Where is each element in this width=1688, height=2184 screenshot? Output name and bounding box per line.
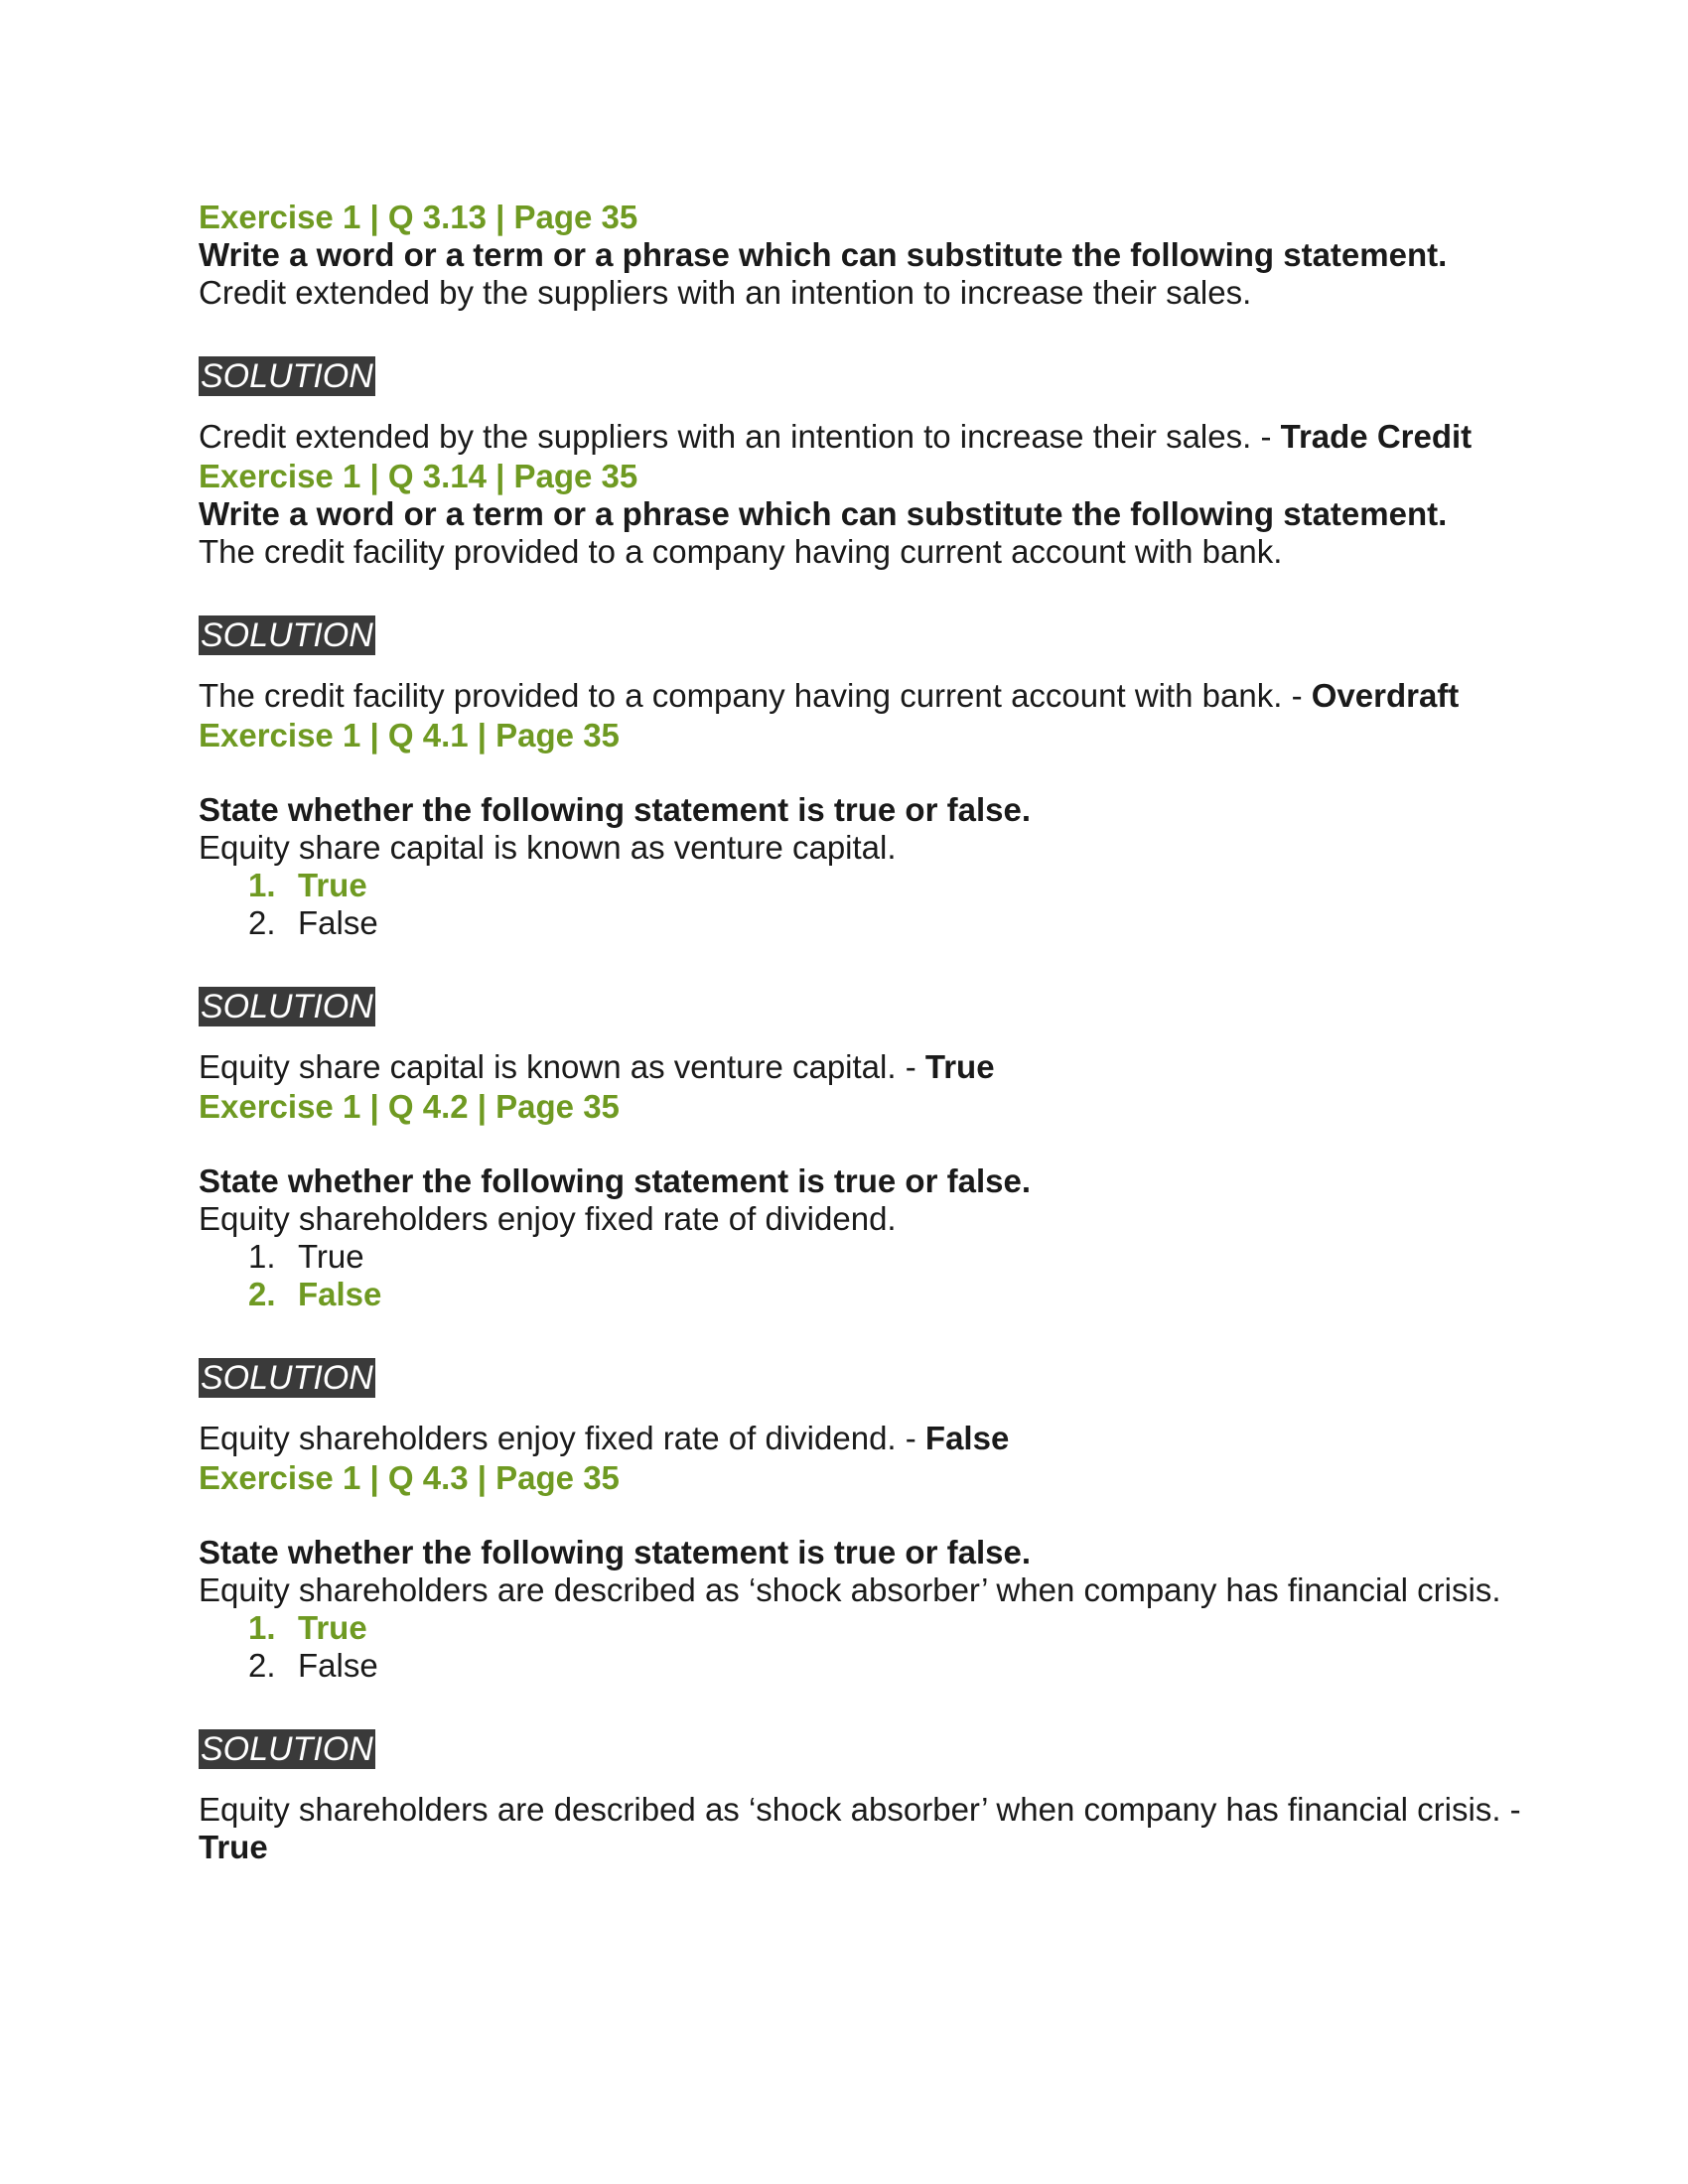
question-statement: Equity shareholders enjoy fixed rate of dividend. — [199, 1200, 897, 1237]
option-label: True — [298, 1609, 367, 1646]
solution-answer — [199, 1420, 1529, 1457]
option-label: True — [298, 1238, 364, 1275]
options-list — [199, 1609, 1529, 1685]
option-item[interactable] — [248, 1647, 1529, 1685]
solution-answer — [199, 418, 1529, 456]
question-prompt: State whether the following statement is true or false. — [199, 791, 1031, 828]
option-item[interactable] — [248, 904, 1529, 942]
answer-text: The credit facility provided to a company having current account with bank. - — [199, 677, 1312, 714]
option-number: 1. — [248, 867, 276, 903]
solution-answer — [199, 1048, 1529, 1086]
exercise-heading: Exercise 1 | Q 3.14 | Page 35 — [199, 458, 638, 494]
question-section — [199, 458, 1529, 715]
exercise-heading: Exercise 1 | Q 4.2 | Page 35 — [199, 1088, 620, 1125]
question-section — [199, 1088, 1529, 1457]
option-item[interactable] — [248, 1238, 1529, 1276]
option-label: False — [298, 1276, 382, 1312]
option-number: 2. — [248, 1276, 276, 1312]
option-number: 2. — [248, 904, 276, 941]
question-section — [199, 717, 1529, 1086]
answer-value: False — [924, 1420, 1010, 1456]
question-section — [199, 1459, 1529, 1866]
question-prompt: Write a word or a term or a phrase which can substitute the following statement. — [199, 495, 1448, 532]
question-section — [199, 199, 1529, 456]
answer-text: Equity share capital is known as venture capital. - — [199, 1048, 925, 1085]
answer-value: Trade Credit — [1280, 418, 1473, 455]
answer-text: Credit extended by the suppliers with an intention to increase their sales. - — [199, 418, 1281, 455]
solution-answer — [199, 1791, 1529, 1866]
option-item[interactable] — [248, 1276, 1529, 1313]
option-label: False — [298, 904, 378, 941]
solution-badge: SOLUTION — [201, 1730, 373, 1768]
solution-badge: SOLUTION — [201, 988, 373, 1025]
question-statement: Credit extended by the suppliers with an intention to increase their sales. — [199, 274, 1252, 311]
option-number: 2. — [248, 1647, 276, 1684]
question-prompt: Write a word or a term or a phrase which can substitute the following statement. — [199, 236, 1448, 273]
solution-answer — [199, 677, 1529, 715]
solution-badge: SOLUTION — [201, 1359, 373, 1397]
answer-text: Equity shareholders are described as ‘shock absorber’ when company has financial crisis. - — [199, 1791, 1521, 1828]
option-label: True — [298, 867, 367, 903]
answer-text: Equity shareholders enjoy fixed rate of dividend. - — [199, 1420, 925, 1456]
solution-badge: SOLUTION — [201, 357, 373, 395]
option-item[interactable] — [248, 867, 1529, 904]
content — [199, 199, 1529, 1866]
question-statement: Equity share capital is known as venture capital. — [199, 829, 897, 866]
solution-badge: SOLUTION — [201, 616, 373, 654]
question-prompt: State whether the following statement is true or false. — [199, 1534, 1031, 1570]
answer-value: True — [924, 1048, 995, 1085]
exercise-heading: Exercise 1 | Q 3.13 | Page 35 — [199, 199, 638, 235]
question-statement: Equity shareholders are described as ‘shock absorber’ when company has financial crisis. — [199, 1571, 1501, 1608]
question-prompt: State whether the following statement is true or false. — [199, 1162, 1031, 1199]
option-number: 1. — [248, 1609, 276, 1646]
exercise-heading: Exercise 1 | Q 4.1 | Page 35 — [199, 717, 620, 753]
option-number: 1. — [248, 1238, 276, 1275]
options-list — [199, 867, 1529, 942]
answer-value: Overdraft — [1311, 677, 1460, 714]
options-list — [199, 1238, 1529, 1313]
question-statement: The credit facility provided to a company having current account with bank. — [199, 533, 1283, 570]
exercise-heading: Exercise 1 | Q 4.3 | Page 35 — [199, 1459, 620, 1496]
answer-value: True — [199, 1829, 268, 1865]
option-label: False — [298, 1647, 378, 1684]
option-item[interactable] — [248, 1609, 1529, 1647]
